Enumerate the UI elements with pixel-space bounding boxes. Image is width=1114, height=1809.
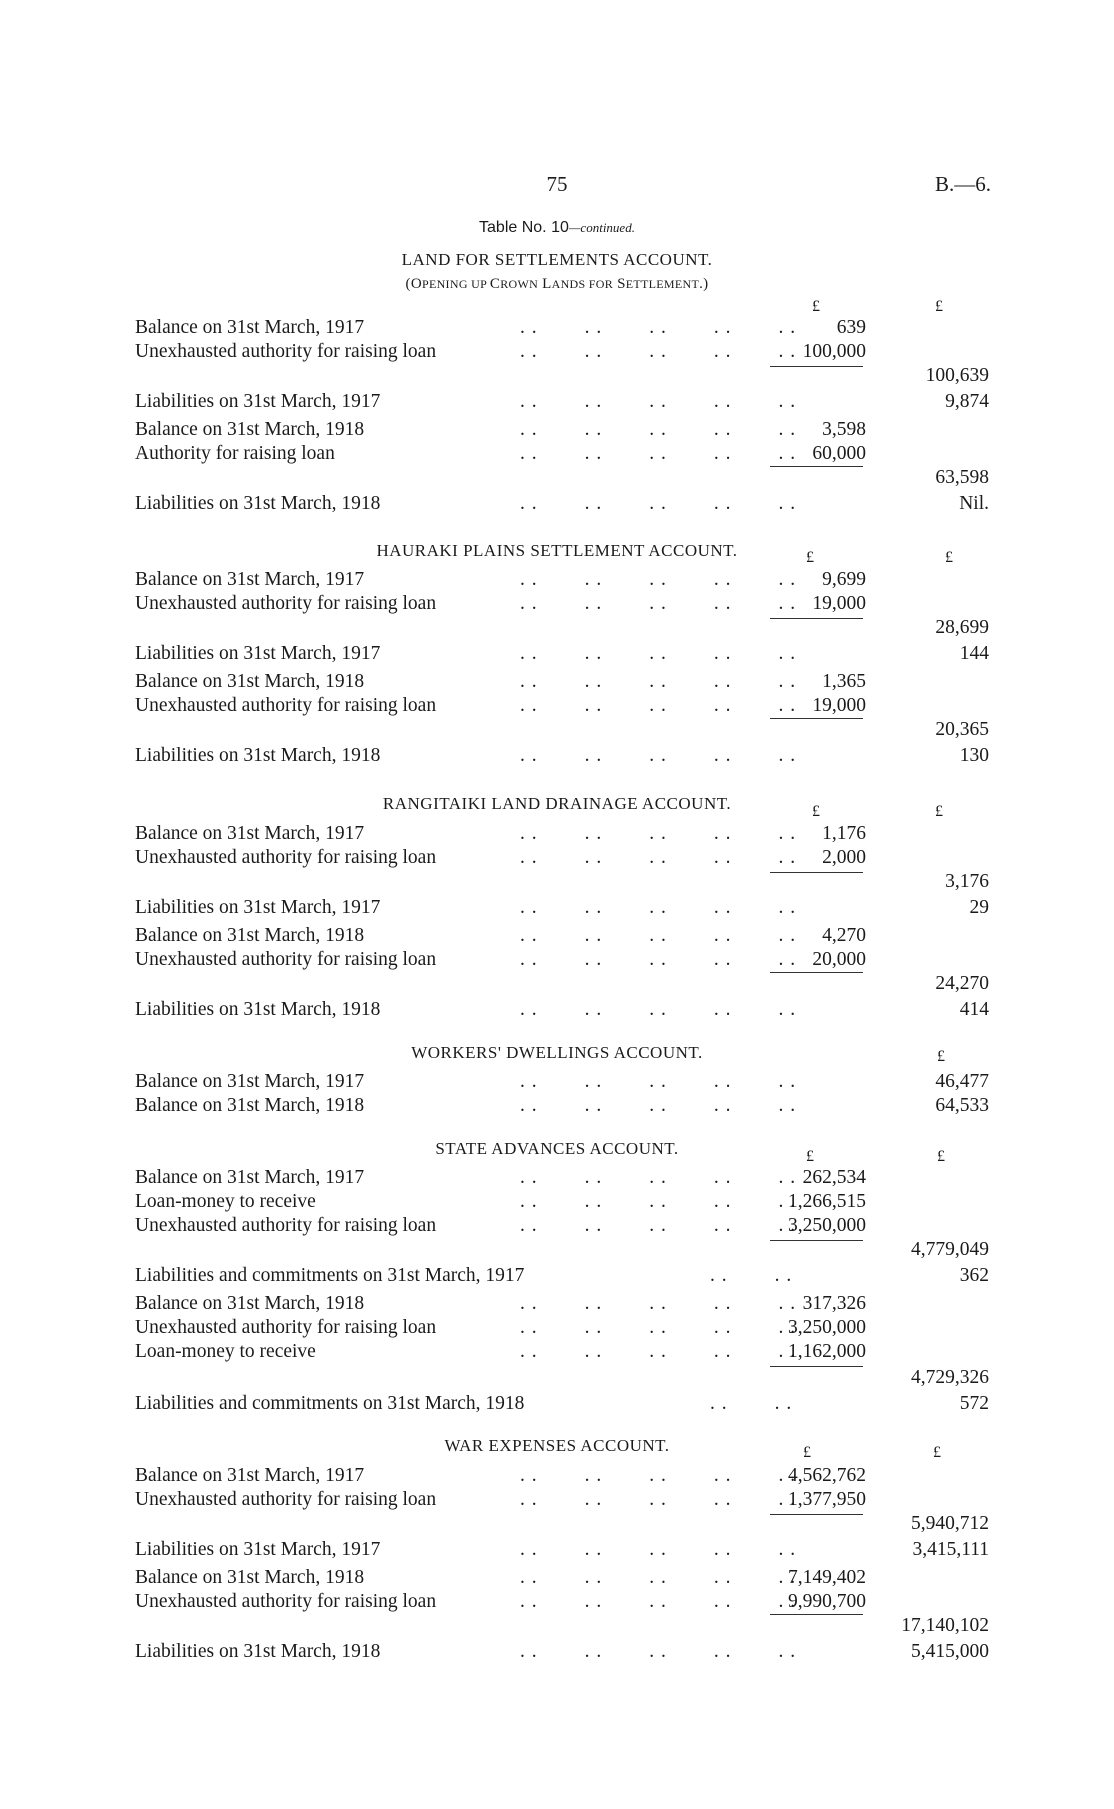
currency-symbol: £ [935, 803, 943, 820]
table-row [0, 568, 1114, 592]
row-label: Balance on 31st March, 1918 [135, 1095, 365, 1116]
row-label: Unexhausted authority for raising loan [135, 1489, 437, 1510]
amount-cell: 9,990,700 [788, 1591, 866, 1612]
row-label: Liabilities and commitments on 31st March, 1917 [135, 1265, 525, 1286]
table-title [0, 219, 1114, 237]
amount-cell: 3,598 [822, 419, 866, 440]
table-row [0, 1538, 1114, 1562]
row-label: Liabilities on 31st March, 1917 [135, 1539, 381, 1560]
amount-cell: 9,699 [822, 569, 866, 590]
total-cell: 4,779,049 [911, 1239, 989, 1260]
currency-symbol: £ [806, 549, 814, 566]
leader-dots: . . . . . . . . . . [520, 745, 797, 766]
leader-dots: . . . . . . . . . . [520, 493, 797, 514]
row-label: Balance on 31st March, 1918 [135, 1293, 365, 1314]
amount-cell: 3,250,000 [788, 1215, 866, 1236]
total-cell: 3,415,111 [912, 1539, 989, 1560]
table-row [0, 1316, 1114, 1340]
table-row [0, 316, 1114, 340]
row-label: Unexhausted authority for raising loan [135, 1317, 437, 1338]
table-row [0, 364, 1114, 388]
currency-symbol: £ [945, 549, 953, 566]
table-row [0, 642, 1114, 666]
amount-cell: 1,377,950 [788, 1489, 866, 1510]
leader-dots: . . . . . . . . . . [520, 419, 797, 440]
amount-cell: 262,534 [802, 1167, 866, 1188]
amount-cell: 100,000 [802, 341, 866, 362]
total-cell: 63,598 [935, 467, 989, 488]
sum-rule [770, 366, 863, 367]
leader-dots: . . . . . . . . . . [520, 949, 797, 970]
amount-cell: 19,000 [812, 695, 866, 716]
total-cell: 572 [959, 1393, 989, 1414]
row-label: Unexhausted authority for raising loan [135, 1215, 437, 1236]
row-label: Liabilities on 31st March, 1918 [135, 999, 381, 1020]
currency-symbol: £ [803, 1444, 811, 1461]
table-row [0, 1340, 1114, 1364]
table-row [0, 616, 1114, 640]
row-label: Balance on 31st March, 1918 [135, 671, 365, 692]
table-title-label: Table No. 10 [479, 219, 569, 236]
leader-dots: . . . . . . . . . . [520, 1341, 797, 1362]
total-cell: 46,477 [935, 1071, 989, 1092]
sum-rule [770, 718, 863, 719]
section-heading-hauraki: HAURAKI PLAINS SETTLEMENT ACCOUNT. [376, 541, 738, 560]
total-cell: 3,176 [945, 871, 989, 892]
row-label: Liabilities on 31st March, 1918 [135, 493, 381, 514]
page-code: B.—6. [934, 172, 991, 196]
sum-rule [770, 1514, 863, 1515]
leader-dots: . . . . [710, 1393, 793, 1414]
table-row [0, 1166, 1114, 1190]
leader-dots: . . . . . . . . . . [520, 391, 797, 412]
leader-dots: . . . . . . . . . . [520, 1317, 797, 1338]
table-row [0, 1238, 1114, 1262]
amount-cell: 19,000 [812, 593, 866, 614]
row-label: Balance on 31st March, 1917 [135, 569, 365, 590]
total-cell: 17,140,102 [901, 1615, 989, 1636]
table-row [0, 948, 1114, 972]
section-heading-state: STATE ADVANCES ACCOUNT. [435, 1139, 679, 1158]
row-label: Liabilities on 31st March, 1918 [135, 1641, 381, 1662]
table-row [0, 390, 1114, 414]
amount-cell: 1,162,000 [788, 1341, 866, 1362]
table-row [0, 418, 1114, 442]
leader-dots: . . . . . . . . . . [520, 671, 797, 692]
row-label: Liabilities and commitments on 31st March, 1918 [135, 1393, 525, 1414]
total-cell: 29 [969, 897, 989, 918]
leader-dots: . . . . . . . . . . [520, 1215, 797, 1236]
currency-symbol: £ [806, 1148, 814, 1165]
leader-dots: . . . . . . . . . . [520, 695, 797, 716]
table-row [0, 670, 1114, 694]
currency-symbol: £ [935, 298, 943, 315]
total-cell: 28,699 [935, 617, 989, 638]
table-title-continued: —continued. [568, 220, 635, 235]
leader-dots: . . . . . . . . . . [520, 925, 797, 946]
row-label: Balance on 31st March, 1918 [135, 925, 365, 946]
table-row [0, 1070, 1114, 1094]
amount-cell: 317,326 [802, 1293, 866, 1314]
table-row [0, 592, 1114, 616]
sum-rule [770, 1366, 863, 1367]
row-label: Balance on 31st March, 1918 [135, 1567, 365, 1588]
total-cell: 100,639 [925, 365, 989, 386]
row-label: Balance on 31st March, 1917 [135, 823, 365, 844]
row-label: Balance on 31st March, 1917 [135, 1167, 365, 1188]
row-label: Unexhausted authority for raising loan [135, 1591, 437, 1612]
leader-dots: . . . . . . . . . . [520, 1489, 797, 1510]
row-label: Balance on 31st March, 1917 [135, 1465, 365, 1486]
row-label: Unexhausted authority for raising loan [135, 847, 437, 868]
total-cell: 24,270 [935, 973, 989, 994]
row-label: Balance on 31st March, 1917 [135, 1071, 365, 1092]
leader-dots: . . . . . . . . . . [520, 1591, 797, 1612]
section-subheading-land: (OPENING UP CROWN LANDS FOR SETTLEMENT.) [405, 276, 709, 292]
table-row [0, 1292, 1114, 1316]
total-cell: 4,729,326 [911, 1367, 989, 1388]
total-cell: 9,874 [945, 391, 989, 412]
leader-dots: . . . . . . . . . . [520, 1191, 797, 1212]
amount-cell: 7,149,402 [788, 1567, 866, 1588]
leader-dots: . . . . . . . . . . [520, 1071, 797, 1092]
amount-cell: 1,365 [822, 671, 866, 692]
total-cell: 144 [959, 643, 989, 664]
row-label: Liabilities on 31st March, 1917 [135, 391, 381, 412]
leader-dots: . . . . [710, 1265, 793, 1286]
table-row [0, 1566, 1114, 1590]
table-row [0, 1264, 1114, 1288]
total-cell: 362 [959, 1265, 989, 1286]
row-label: Unexhausted authority for raising loan [135, 593, 437, 614]
table-row [0, 1640, 1114, 1664]
leader-dots: . . . . . . . . . . [520, 643, 797, 664]
amount-cell: 60,000 [812, 443, 866, 464]
row-label: Unexhausted authority for raising loan [135, 949, 437, 970]
row-label: Liabilities on 31st March, 1918 [135, 745, 381, 766]
row-label: Liabilities on 31st March, 1917 [135, 643, 381, 664]
table-row [0, 1366, 1114, 1390]
table-row [0, 846, 1114, 870]
sum-rule [770, 1614, 863, 1615]
leader-dots: . . . . . . . . . . [520, 1567, 797, 1588]
section-heading-war: WAR EXPENSES ACCOUNT. [444, 1436, 670, 1455]
sum-rule [770, 466, 863, 467]
row-label: Unexhausted authority for raising loan [135, 341, 437, 362]
amount-cell: 3,250,000 [788, 1317, 866, 1338]
table-row [0, 822, 1114, 846]
leader-dots: . . . . . . . . . . [520, 847, 797, 868]
table-row [0, 870, 1114, 894]
amount-cell: 4,562,762 [788, 1465, 866, 1486]
leader-dots: . . . . . . . . . . [520, 317, 797, 338]
leader-dots: . . . . . . . . . . [520, 1293, 797, 1314]
total-cell: Nil. [959, 493, 989, 514]
section-heading-rangitaiki: RANGITAIKI LAND DRAINAGE ACCOUNT. [382, 794, 732, 813]
row-label: Balance on 31st March, 1917 [135, 317, 365, 338]
table-row [0, 492, 1114, 516]
section-heading-workers: WORKERS' DWELLINGS ACCOUNT. [411, 1043, 703, 1062]
total-cell: 5,415,000 [911, 1641, 989, 1662]
table-row [0, 466, 1114, 490]
table-row [0, 1590, 1114, 1614]
total-cell: 130 [959, 745, 989, 766]
sum-rule [770, 872, 863, 873]
table-row [0, 1464, 1114, 1488]
table-row [0, 694, 1114, 718]
leader-dots: . . . . . . . . . . [520, 1465, 797, 1486]
total-cell: 20,365 [935, 719, 989, 740]
sum-rule [770, 618, 863, 619]
table-row [0, 1488, 1114, 1512]
currency-symbol: £ [937, 1048, 945, 1065]
leader-dots: . . . . . . . . . . [520, 1095, 797, 1116]
leader-dots: . . . . . . . . . . [520, 341, 797, 362]
total-cell: 64,533 [935, 1095, 989, 1116]
table-row [0, 1512, 1114, 1536]
row-label: Balance on 31st March, 1918 [135, 419, 365, 440]
leader-dots: . . . . . . . . . . [520, 1539, 797, 1560]
leader-dots: . . . . . . . . . . [520, 999, 797, 1020]
table-row [0, 924, 1114, 948]
sum-rule [770, 972, 863, 973]
currency-symbol: £ [812, 298, 820, 315]
leader-dots: . . . . . . . . . . [520, 593, 797, 614]
amount-cell: 2,000 [822, 847, 866, 868]
total-cell: 5,940,712 [911, 1513, 989, 1534]
currency-symbol: £ [937, 1148, 945, 1165]
amount-cell: 20,000 [812, 949, 866, 970]
amount-cell: 639 [836, 317, 866, 338]
table-row [0, 1214, 1114, 1238]
leader-dots: . . . . . . . . . . [520, 1167, 797, 1188]
leader-dots: . . . . . . . . . . [520, 897, 797, 918]
row-label: Loan-money to receive [135, 1341, 316, 1362]
row-label: Unexhausted authority for raising loan [135, 695, 437, 716]
currency-symbol: £ [933, 1444, 941, 1461]
leader-dots: . . . . . . . . . . [520, 823, 797, 844]
row-label: Loan-money to receive [135, 1191, 316, 1212]
table-row [0, 744, 1114, 768]
amount-cell: 1,176 [822, 823, 866, 844]
row-label: Liabilities on 31st March, 1917 [135, 897, 381, 918]
row-label: Authority for raising loan [135, 443, 335, 464]
table-row [0, 972, 1114, 996]
leader-dots: . . . . . . . . . . [520, 569, 797, 590]
table-row [0, 1190, 1114, 1214]
currency-symbol: £ [812, 803, 820, 820]
table-row [0, 340, 1114, 364]
leader-dots: . . . . . . . . . . [520, 443, 797, 464]
table-row [0, 1614, 1114, 1638]
table-row [0, 998, 1114, 1022]
table-row [0, 896, 1114, 920]
table-row [0, 1094, 1114, 1118]
page-number: 75 [546, 172, 568, 196]
sum-rule [770, 1240, 863, 1241]
table-row [0, 1392, 1114, 1416]
amount-cell: 4,270 [822, 925, 866, 946]
leader-dots: . . . . . . . . . . [520, 1641, 797, 1662]
table-row [0, 718, 1114, 742]
amount-cell: 1,266,515 [788, 1191, 866, 1212]
table-row [0, 442, 1114, 466]
total-cell: 414 [959, 999, 989, 1020]
section-heading-land: LAND FOR SETTLEMENTS ACCOUNT. [401, 250, 713, 269]
